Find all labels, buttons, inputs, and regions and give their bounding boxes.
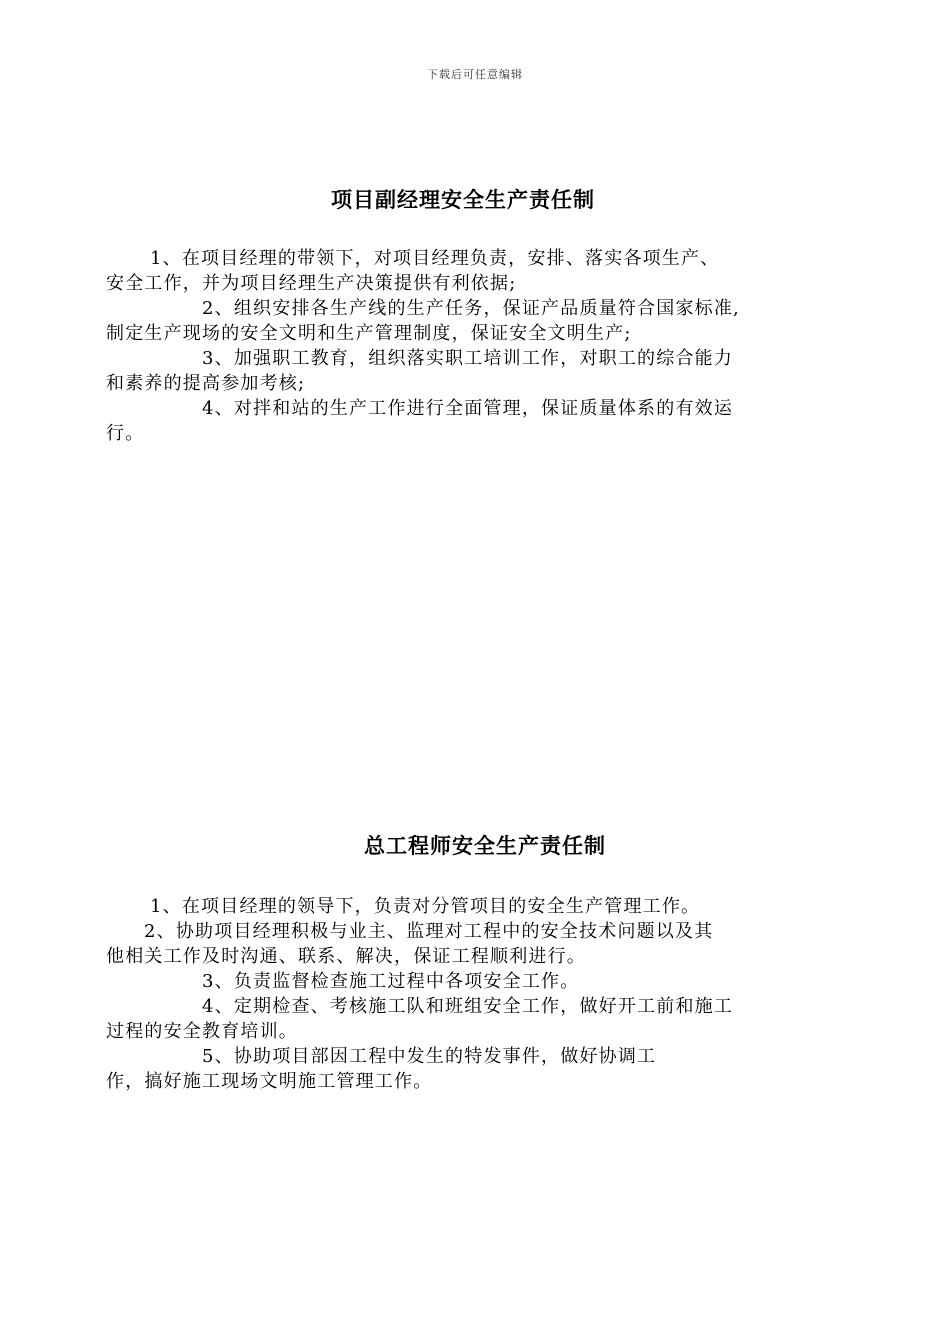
paragraph-line: 制定生产现场的安全文明和生产管理制度，保证安全文明生产; (106, 323, 632, 344)
paragraph-line: 3、负责监督检查施工过程中各项安全工作。 (202, 971, 580, 992)
section-title-deputy-manager: 项目副经理安全生产责任制 (331, 188, 595, 212)
paragraph-line: 1、在项目经理的领导下，负责对分管项目的安全生产管理工作。 (150, 896, 701, 917)
paragraph-line: 2、协助项目经理积极与业主、监理对工程中的安全技术问题以及其 (144, 921, 714, 942)
section-body-deputy-manager (106, 246, 886, 446)
section-title-chief-engineer: 总工程师安全生产责任制 (364, 834, 606, 858)
paragraph-line: 3、加强职工教育，组织落实职工培训工作，对职工的综合能力 (202, 348, 734, 369)
paragraph-line: 过程的安全教育培训。 (106, 1021, 298, 1042)
header-note: 下载后可任意编辑 (427, 68, 523, 81)
paragraph-line: 5、协助项目部因工程中发生的特发事件，做好协调工 (202, 1046, 657, 1067)
paragraph-line: 安全工作，并为项目经理生产决策提供有利依据; (106, 273, 517, 294)
paragraph-line: 4、对拌和站的生产工作进行全面管理，保证质量体系的有效运 (202, 398, 734, 419)
paragraph-line: 作，搞好施工现场文明施工管理工作。 (106, 1071, 433, 1092)
section-body-chief-engineer (106, 894, 886, 1094)
paragraph-line: 4、定期检查、考核施工队和班组安全工作，做好开工前和施工 (202, 996, 734, 1017)
paragraph-line: 1、在项目经理的带领下，对项目经理负责，安排、落实各项生产、 (150, 248, 720, 269)
paragraph-line: 他相关工作及时沟通、联系、解决，保证工程顺利进行。 (106, 946, 586, 967)
paragraph-line: 行。 (106, 423, 145, 444)
paragraph-line: 和素养的提高参加考核; (106, 373, 306, 394)
paragraph-line: 2、组织安排各生产线的生产任务，保证产品质量符合国家标准, (202, 298, 740, 319)
